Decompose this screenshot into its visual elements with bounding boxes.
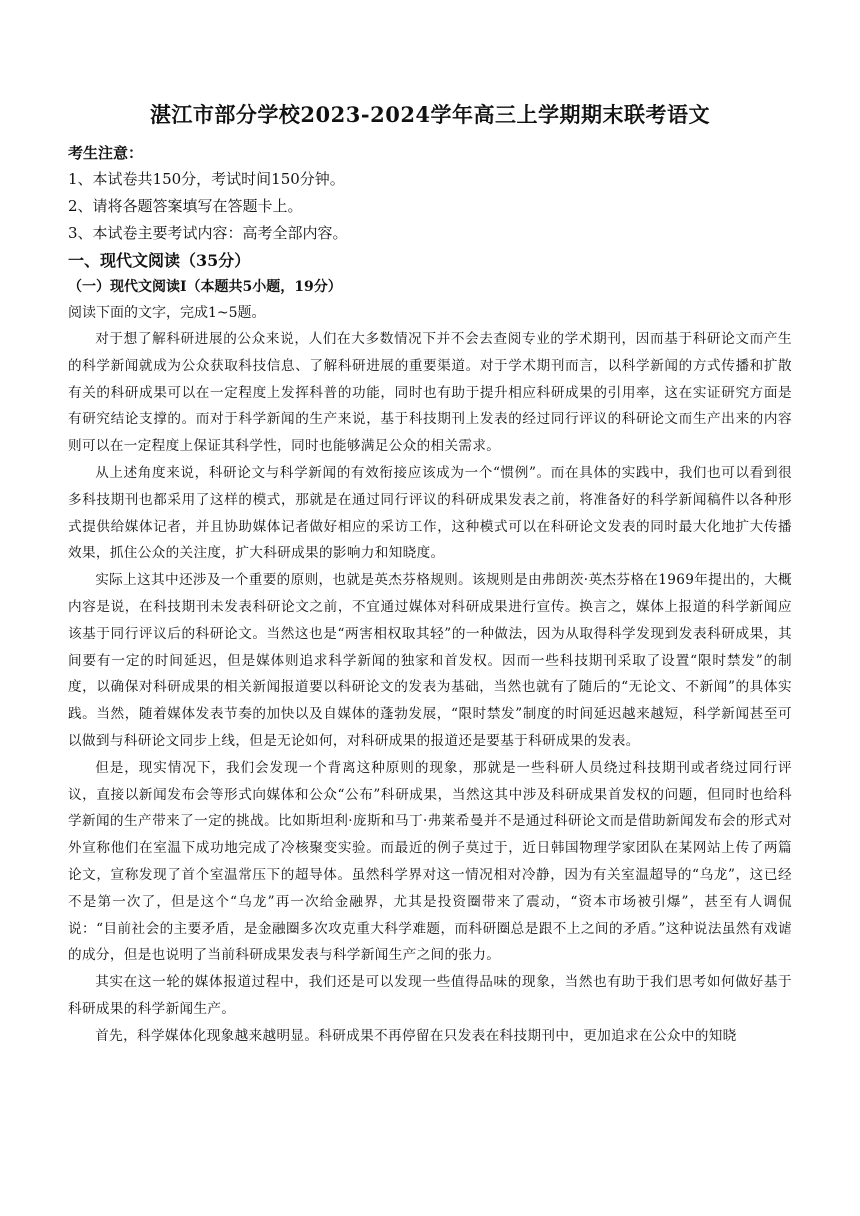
passage-paragraph-4: 但是，现实情况下，我们会发现一个背离这种原则的现象，那就是一些科研人员绕过科技期刊或者绕过同行评议，直接以新闻发布会等形式向媒体和公众“公布”科研成果，当然这其中涉及科研成果首发权的问题，但同时也给科学新闻的生产带来了一定的挑战。比如斯坦利·庞斯和马丁·弗莱希曼并不是通过科研论文而是借助新闻发布会的形式对外宣称他们在室温下成功地完成了冷核聚变实验。而最近的例子莫过于，近日韩国物理学家团队在某网站上传了两篇论文，宣称发现了首个室温常压下的超导体。虽然科学界对这一情况相对冷静，因为有关室温超导的“乌龙”，这已经不是第一次了，但是这个“乌龙”再一次给金融界，尤其是投资圈带来了震动，“资本市场被引爆”，甚至有人调侃说：“目前社会的主要矛盾，是金融圈多次攻克重大科学难题，而科研圈总是跟不上之间的矛盾。”这种说法虽然有戏谑的成分，但是也说明了当前科研成果发表与科学新闻生产之间的张力。 [68, 759, 792, 964]
exam-title: 湛江市部分学校2023-2024学年高三上学期期末联考语文 [149, 102, 711, 127]
subsection-heading: （一）现代文阅读Ⅰ（本题共5小题，19分） [68, 279, 342, 295]
notice-heading: 考生注意： [68, 144, 144, 162]
reading-section [68, 247, 792, 1050]
notice-item-3: 3、本试卷主要考试内容：高考全部内容。 [68, 224, 348, 242]
section-heading: 一、现代文阅读（35分） [68, 251, 251, 270]
exam-page [68, 100, 792, 1050]
passage-paragraph-1: 对于想了解科研进展的公众来说，人们在大多数情况下并不会去查阅专业的学术期刊，因而基于科研论文而产生的科学新闻就成为公众获取科技信息、了解科研进展的重要渠道。对于学术期刊而言，以科学新闻的方式传播和扩散有关的科研成果可以在一定程度上发挥科普的功能，同时也有助于提升相应科研成果的引用率，这在实证研究方面是有研究结论支撑的。而对于科学新闻的生产来说，基于科技期刊上发表的经过同行评议的科研论文而生产出来的内容则可以在一定程度上保证其科学性，同时也能够满足公众的相关需求。 [68, 331, 792, 455]
notice-item-1: 1、本试卷共150分，考试时间150分钟。 [68, 170, 345, 188]
passage-paragraph-6: 首先，科学媒体化现象越来越明显。科研成果不再停留在只发表在科技期刊中，更加追求在公众中的知晓 [95, 1027, 737, 1044]
notice-item-2: 2、请将各题答案填写在答题卡上。 [68, 197, 303, 215]
reading-instruction: 阅读下面的文字，完成1~5题。 [68, 305, 266, 321]
passage-paragraph-2: 从上述角度来说，科研论文与科学新闻的有效衔接应该成为一个“惯例”。而在具体的实践中，我们也可以看到很多科技期刊也都采用了这样的模式，那就是在通过同行评议的科研成果发表之前，将准备好的科学新闻稿件以各种形式提供给媒体记者，并且协助媒体记者做好相应的采访工作，这种模式可以在科研论文发表的同时最大化地扩大传播效果，抓住公众的关注度，扩大科研成果的影响力和知晓度。 [68, 464, 792, 562]
passage-paragraph-3: 实际上这其中还涉及一个重要的原则，也就是英杰芬格规则。该规则是由弗朗茨·英杰芬格在1969年提出的，大概内容是说，在科技期刊未发表科研论文之前，不宜通过媒体对科研成果进行宣传。换言之，媒体上报道的科学新闻应该基于同行评议后的科研论文。当然这也是“两害相权取其轻”的一种做法，因为从取得科学发现到发表科研成果，其间要有一定的时间延迟，但是媒体则追求科学新闻的独家和首发权。因而一些科技期刊采取了设置“限时禁发”的制度，以确保对科研成果的相关新闻报道要以科研论文的发表为基础，当然也就有了随后的“无论文、不新闻”的具体实践。当然，随着媒体发表节奏的加快以及自媒体的蓬勃发展，“限时禁发”制度的时间延迟越来越短，科学新闻甚至可以做到与科研论文同步上线，但是无论如何，对科研成果的报道还是要基于科研成果的发表。 [68, 572, 792, 749]
passage-paragraph-5: 其实在这一轮的媒体报道过程中，我们还是可以发现一些值得品味的现象，当然也有助于我们思考如何做好基于科研成果的科学新闻生产。 [68, 974, 792, 1017]
notice-block [68, 140, 792, 247]
